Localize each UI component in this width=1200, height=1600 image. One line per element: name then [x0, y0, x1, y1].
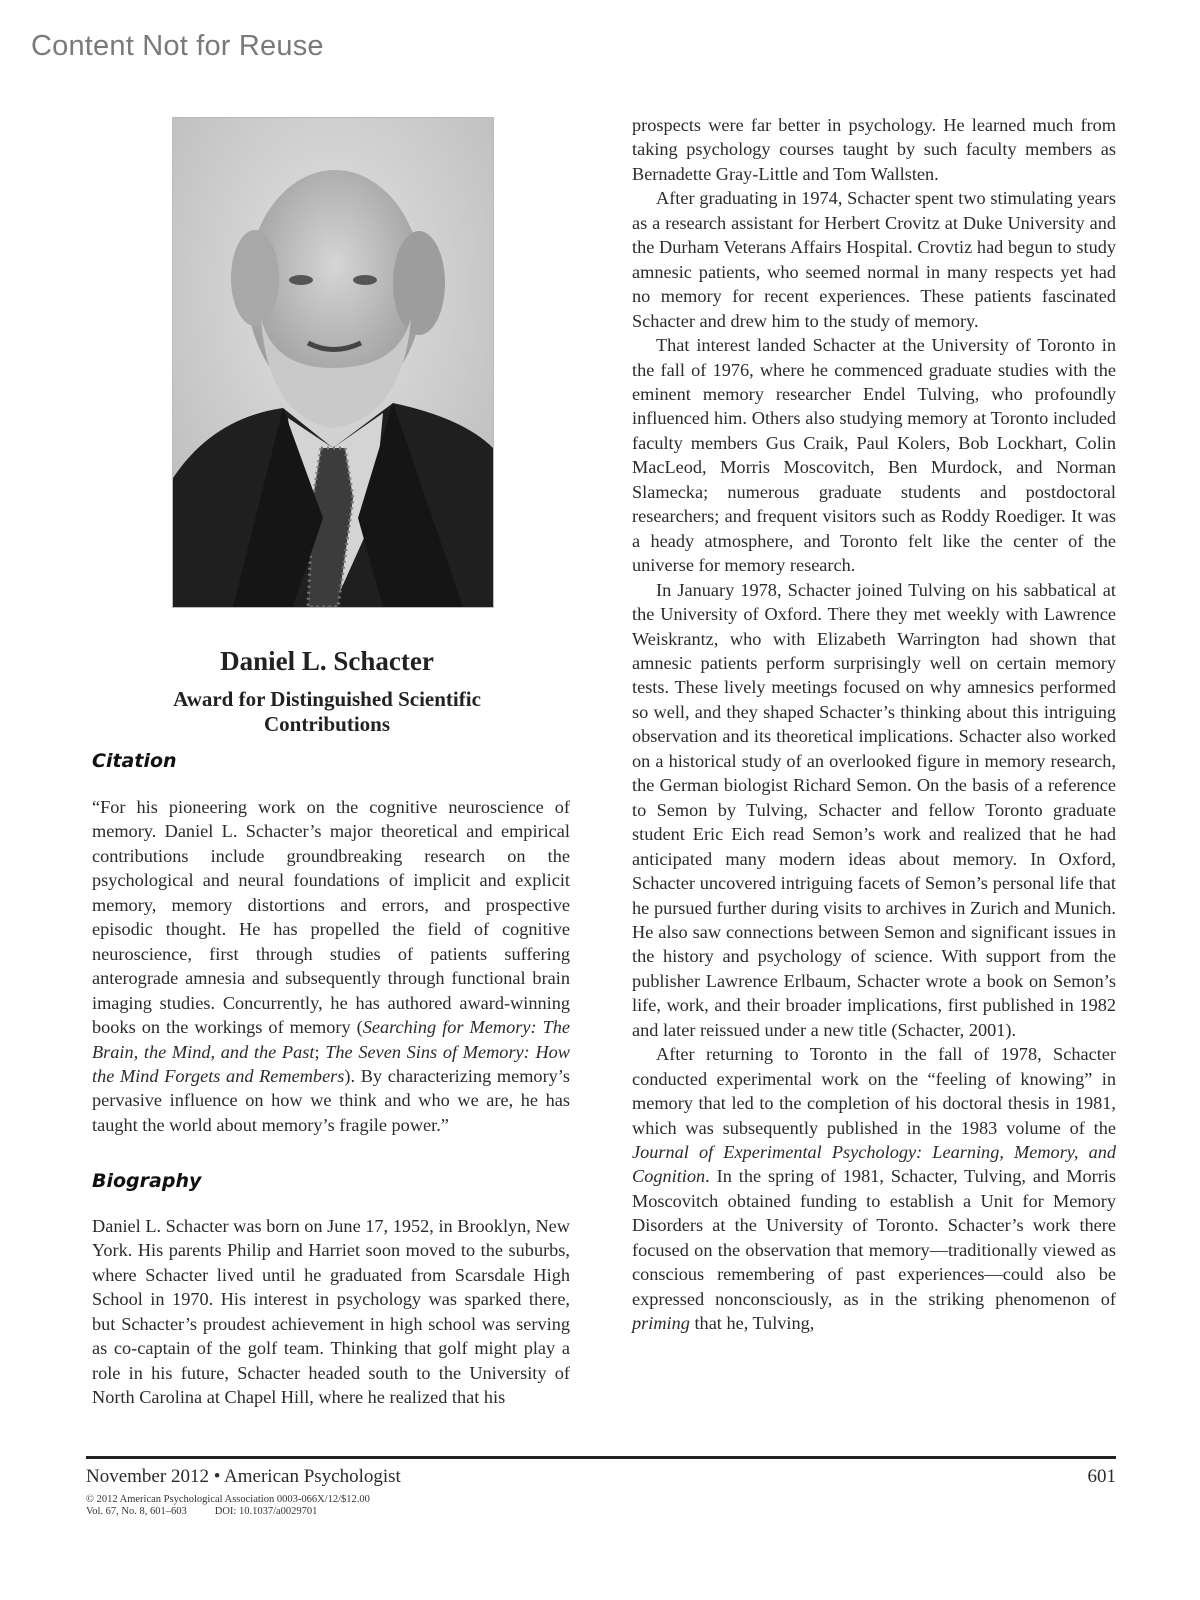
biography-paragraph-toronto: That interest landed Schacter at the University of Toronto in the fall of 1976, where he commenced graduate studies with the eminent memory researcher Endel Tulving, who profoundly influenced him. Others also studying memory at Toronto included faculty members Gus Craik, Paul Kolers, Bob Lockhart, Colin MacLeod, Morris Moscovitch, Ben Murdock, and Norman Slamecka; numerous graduate students and postdoctoral researchers; and frequent visitors such as Roddy Roediger. It was a heady atmosphere, and Toronto felt like the center of the universe for memory research. [632, 335, 1116, 576]
award-title-line2: Contributions [263, 712, 391, 736]
biography-paragraph-continued: prospects were far better in psychology. He learned much from taking psychology courses taught by such faculty members as Bernadette Gray-Little and Tom Wallsten. [632, 115, 1116, 184]
award-title-line1: Award for Distinguished Scientific [173, 687, 481, 711]
citation-heading: Citation [92, 750, 177, 772]
person-name: Daniel L. Schacter [220, 646, 434, 676]
biography-right-column [632, 113, 1116, 1336]
portrait-illustration [173, 118, 493, 607]
biography-text-b: . In the spring of 1981, Schacter, Tulving, and Morris Moscovitch obtained funding to establish a Unit for Memory Disorders at the University of Toronto. Schacter’s work there focused on the observation that memory—traditionally viewed as conscious remembering of past experiences—could also be expressed nonconsciously, as in the striking phenomenon of [632, 1166, 1116, 1309]
biography-heading: Biography [92, 1170, 202, 1192]
book-title-seven-sins: The Seven Sins of Memory: How the Mind Forgets and Remembers [92, 1041, 570, 1086]
biography-paragraph-1: Daniel L. Schacter was born on June 17, 1952, in Brooklyn, New York. His parents Philip and Harriet soon moved to the suburbs, where Schacter lived until he graduated from Scarsdale High School in 1970. His interest in psychology was sparked there, but Schacter’s proudest achievement in high school was serving as co-captain of the golf team. Thinking that golf might play a role in his future, Schacter headed south to the University of North Carolina at Chapel Hill, where he realized that his [92, 1216, 570, 1408]
footer-issue: November 2012 • American Psychologist [86, 1466, 401, 1487]
book-title-searching-for-memory: Searching for Memory: The Brain, the Mind, and the Past [92, 1017, 570, 1062]
footer-volume: Vol. 67, No. 8, 601–603 [86, 1506, 187, 1517]
citation-text-1: “For his pioneering work on the cognitive neuroscience of memory. Daniel L. Schacter’s major theoretical and empirical contributions include groundbreaking research on the psychological and neural foundations of implicit and explicit memory, memory distortions and errors, and prospective episodic thought. He has propelled the field of cognitive neuroscience, first through studies of patients suffering anterograde amnesia and subsequently through functional brain imaging studies. Concurrently, he has authored award-winning books on the workings of memory ( [92, 797, 570, 1038]
biography-paragraph-oxford: In January 1978, Schacter joined Tulving on his sabbatical at the University of Oxford. There they met weekly with Lawrence Weiskrantz, who with Elizabeth Warrington had shown that amnesic patients perform surprisingly well on certain memory tests. These lively meetings focused on why amnesics performed so well, and they shaped Schacter’s thinking about this intriguing observation and its theoretical implications. Schacter also worked on a historical study of an overlooked figure in memory research, the German biologist Richard Semon. On the basis of a reference to Semon by Tulving, Schacter and fellow Toronto graduate student Eric Eich read Semon’s work and realized that he had anticipated many modern ideas about memory. In Oxford, Schacter uncovered intriguing facets of Semon’s personal life that he pursued further during visits to archives in Zurich and Munich. He also saw connections between Semon and significant issues in the history and psychology of science. With support from the publisher Lawrence Erlbaum, Schacter wrote a book on Semon’s life, work, and their broader implications, first published in 1982 and later reissued under a new title (Schacter, 2001). [632, 579, 1116, 1040]
footer-rule [86, 1456, 1116, 1459]
citation-separator: ; [314, 1041, 326, 1062]
biography-text-a: After returning to Toronto in the fall of 1978, Schacter conducted experimental work on the “feeling of knowing” in memory that led to the completion of his doctoral thesis in 1981, which was subsequently published in the 1983 volume of the [632, 1044, 1116, 1138]
footer-publication-info [86, 1494, 370, 1518]
footer-copyright: © 2012 American Psychological Association 0003-066X/12/$12.00 [86, 1494, 370, 1505]
citation-paragraph [92, 795, 570, 1137]
watermark: Content Not for Reuse [31, 30, 324, 62]
article-header [92, 645, 562, 737]
award-title [92, 687, 562, 737]
page-number: 601 [1087, 1466, 1116, 1487]
biography-paragraph-doctoral [632, 1042, 1116, 1335]
term-priming: priming [632, 1313, 690, 1334]
biography-text-c: that he, Tulving, [689, 1313, 815, 1334]
biography-paragraph-duke: After graduating in 1974, Schacter spent two stimulating years as a research assistant for Herbert Crovitz at Duke University and the Durham Veterans Affairs Hospital. Crovtiz had begun to study amnesic patients, who seemed normal in many respects yet had no memory for recent experiences. These patients fascinated Schacter and drew him to the study of memory. [632, 188, 1116, 331]
citation-text-2: ). By characterizing memory’s pervasive influence on how we think and who we are, he has taught the world about memory’s fragile power.” [92, 1065, 570, 1135]
journal-title: Journal of Experimental Psychology: Learning, Memory, and Cognition [632, 1142, 1116, 1187]
portrait-photo [172, 117, 494, 608]
footer-volume-doi [86, 1506, 370, 1518]
footer-doi: DOI: 10.1037/a0029701 [214, 1506, 318, 1517]
